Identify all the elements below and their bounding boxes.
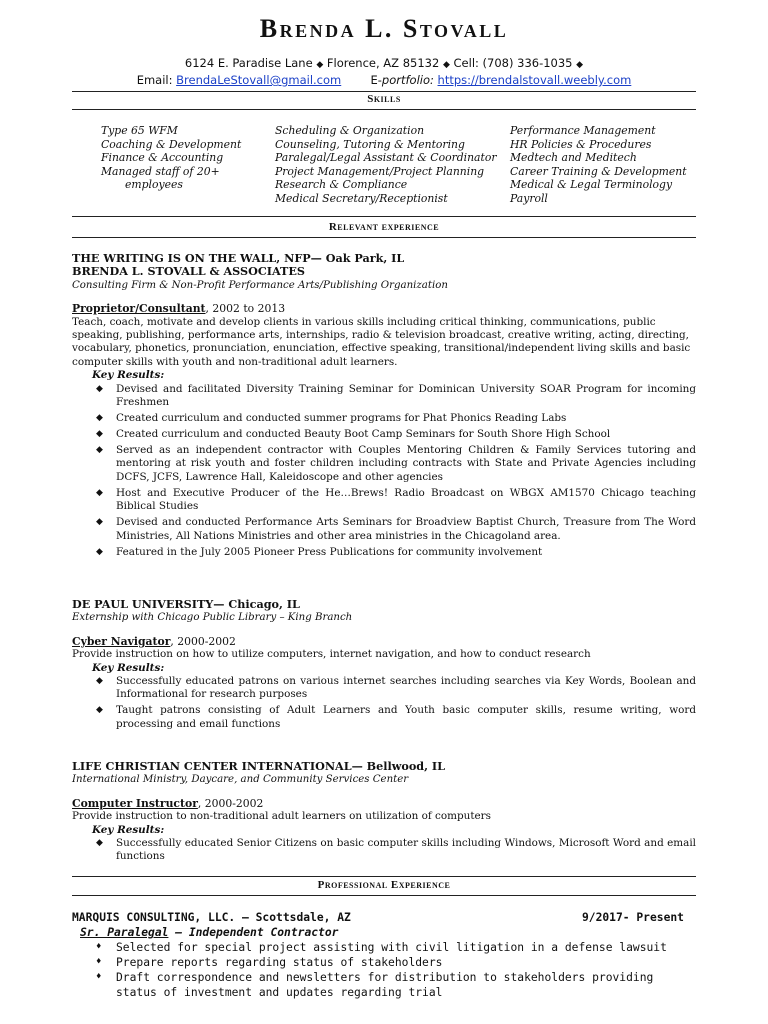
job-role (72, 635, 696, 648)
diamond-bullet-icon: ♦ (96, 957, 102, 967)
list-item: ◆ Featured in the July 2005 Pioneer Press Publications for community involvement (96, 545, 543, 558)
skill-item: Medtech and Meditech (510, 151, 637, 165)
job-summary: Provide instruction to non-traditional adult learners on utilization of computers (72, 810, 491, 823)
job-summary: Teach, coach, motivate and develop clients in various skills including critical thinking, communications, public speaking, publishing, performance arts, internships, radio & television broadcast, creative writing, acting, directing, vocabulary, phonetics, pronunciation, enunciation, effective speaking, transitional/independent living skills and basic computer skills with youth and non-traditional adult learners. (72, 315, 691, 368)
cell-phone: Cell: (708) 336-1035 (453, 56, 573, 70)
skill-item: Coaching & Development (101, 137, 242, 151)
skills-column-2 (275, 124, 496, 206)
list-item: ♦ Prepare reports regarding status of stakeholders (96, 956, 443, 969)
divider (72, 216, 696, 217)
skill-item: Paralegal/Legal Assistant & Coordinator (275, 151, 497, 165)
professional-job-marquis (72, 910, 696, 1000)
list-item: ◆ Successfully educated Senior Citizens on basic computer skills including Windows, Microsoft Word and email functions (96, 837, 696, 863)
city: Florence, AZ 85132 (326, 56, 440, 70)
diamond-bullet-icon: ♦ (96, 972, 102, 982)
relevant-job-de-paul (72, 598, 696, 734)
job-dates: 9/2017- Present (581, 911, 684, 924)
list-item: ♦ Selected for special project assisting with civil litigation in a defense lawsuit (96, 941, 667, 954)
organization-description: International Ministry, Daycare, and Community Services Center (72, 774, 409, 786)
skill-item: Type 65 WFM (101, 124, 178, 137)
relevant-experience-heading: Relevant experience (328, 221, 440, 233)
list-item: ◆ Devised and facilitated Diversity Training Seminar for Dominican University SOAR Program for incoming Freshmen (96, 382, 696, 409)
skill-item: Payroll (510, 191, 548, 205)
diamond-bullet-icon: ◆ (96, 487, 103, 498)
list-item: ◆ Devised and conducted Performance Arts Seminars for Broadview Baptist Church, Treasure from The Word Ministries, All Nations Ministries and other area ministries in the Chicagoland area. (96, 516, 696, 542)
results-list (72, 837, 696, 864)
job-title: Sr. Paralegal (80, 926, 169, 939)
list-item: ♦ Draft correspondence and newsletters for distribution to stakeholders providing status of investment and updates regarding trial (96, 971, 654, 999)
organization-name: DE PAUL UNIVERSITY— Chicago, IL (72, 597, 300, 611)
diamond-bullet-icon: ◆ (96, 445, 103, 456)
divider (72, 895, 696, 896)
job-dates: , 2000-2002 (170, 634, 236, 648)
diamond-bullet-icon: ◆ (96, 546, 103, 557)
skill-item: Finance & Accounting (101, 151, 224, 165)
results-list (72, 383, 696, 559)
candidate-name: Brenda L. Stovall (259, 14, 509, 43)
relevant-job-life-christian-center (72, 760, 696, 866)
diamond-bullet-icon: ◆ (96, 838, 103, 849)
list-item: ◆ Served as an independent contractor with Couples Mentoring Children & Family Services tutoring and mentoring at risk youth and foster children including contracts with State and Private Agencies including DCFS, JCFS, Lawrence Hall, Kaleidoscope and other agencies (96, 444, 696, 483)
organization-name: BRENDA L. STOVALL & ASSOCIATES (72, 264, 305, 279)
key-results-label: Key Results: (92, 661, 165, 674)
skill-item: Career Training & Development (510, 164, 687, 178)
job-dates: , 2002 to 2013 (205, 302, 286, 316)
skill-item: Medical & Legal Terminology (510, 178, 673, 192)
organization-line (72, 910, 696, 925)
email-link[interactable]: BrendaLeStovall@gmail.com (176, 73, 342, 87)
organization-name: THE WRITING IS ON THE WALL, NFP— Oak Park, IL (72, 251, 405, 265)
portfolio-link[interactable]: https://brendalstovall.weebly.com (437, 73, 632, 87)
job-role (72, 797, 696, 810)
job-role (72, 925, 696, 940)
job-role (72, 302, 696, 315)
skill-item: Medical Secretary/Receptionist (275, 191, 448, 205)
skills-column-3 (510, 124, 687, 206)
organization-description: Externship with Chicago Public Library – King Branch (72, 612, 353, 624)
results-list (72, 675, 696, 731)
diamond-bullet-icon: ◆ (96, 705, 103, 716)
diamond-separator-icon: ◆ (576, 60, 584, 70)
skill-item: Performance Management (510, 124, 656, 137)
diamond-separator-icon: ◆ (442, 60, 450, 70)
diamond-bullet-icon: ◆ (96, 517, 103, 528)
address: 6124 E. Paradise Lane (184, 56, 313, 70)
duties-list (72, 940, 696, 1000)
key-results-label: Key Results: (92, 823, 165, 836)
divider (72, 109, 696, 110)
contact-line-online: Email: BrendaLeStovall@gmail.com E-portfolio: https://brendalstovall.weebly.com (136, 73, 632, 87)
list-item: ◆ Created curriculum and conducted Beauty Boot Camp Seminars for South Shore High School (96, 428, 611, 441)
list-item: ◆ Successfully educated patrons on various internet searches including searches via Key Words, Boolean and Informational for research purposes (96, 675, 696, 701)
skill-item: employees (125, 178, 183, 192)
job-title: Computer Instructor (72, 796, 198, 810)
diamond-bullet-icon: ◆ (96, 676, 103, 687)
diamond-bullet-icon: ♦ (96, 942, 102, 952)
list-item: ◆ Taught patrons consisting of Adult Learners and Youth basic computer skills, resume writing, word processing and email functions (96, 704, 696, 730)
contact-line-address (0, 56, 768, 70)
diamond-separator-icon: ◆ (316, 60, 324, 70)
organization-name: LIFE CHRISTIAN CENTER INTERNATIONAL— Bellwood, IL (72, 759, 446, 773)
skill-item: HR Policies & Procedures (510, 137, 652, 151)
professional-experience-heading: Professional Experience (317, 879, 451, 891)
skill-item: Managed staff of 20+ (101, 164, 220, 178)
skill-item: Scheduling & Organization (275, 124, 425, 137)
diamond-bullet-icon: ◆ (96, 383, 103, 394)
skill-item: Project Management/Project Planning (275, 164, 485, 178)
job-summary: Provide instruction on how to utilize computers, internet navigation, and how to conduct research (72, 648, 591, 661)
divider (72, 237, 696, 238)
diamond-bullet-icon: ◆ (96, 429, 103, 440)
organization-name: MARQUIS CONSULTING, LLC. – Scottsdale, AZ (72, 911, 351, 924)
list-item: ◆ Host and Executive Producer of the He…Brews! Radio Broadcast on WBGX AM1570 Chicago teaching Biblical Studies (96, 486, 696, 513)
job-type: – Independent Contractor (168, 926, 339, 939)
portfolio-label: portfolio: (381, 73, 434, 87)
relevant-job-writing-on-the-wall (72, 252, 696, 562)
divider (72, 91, 696, 92)
organization-description: Consulting Firm & Non-Profit Performance Arts/Publishing Organization (72, 279, 448, 291)
key-results-label: Key Results: (92, 369, 165, 382)
job-dates: , 2000-2002 (197, 796, 264, 810)
email-label: Email: (136, 73, 173, 87)
skills-heading: Skills (367, 93, 401, 105)
job-title: Cyber Navigator (72, 634, 171, 648)
diamond-bullet-icon: ◆ (96, 413, 103, 424)
skill-item: Counseling, Tutoring & Mentoring (275, 137, 465, 151)
skill-item: Research & Compliance (275, 178, 408, 192)
divider (72, 876, 696, 877)
list-item: ◆ Created curriculum and conducted summer programs for Phat Phonics Reading Labs (96, 412, 567, 425)
job-title: Proprietor/Consultant (72, 302, 206, 316)
skills-column-1 (101, 124, 241, 192)
